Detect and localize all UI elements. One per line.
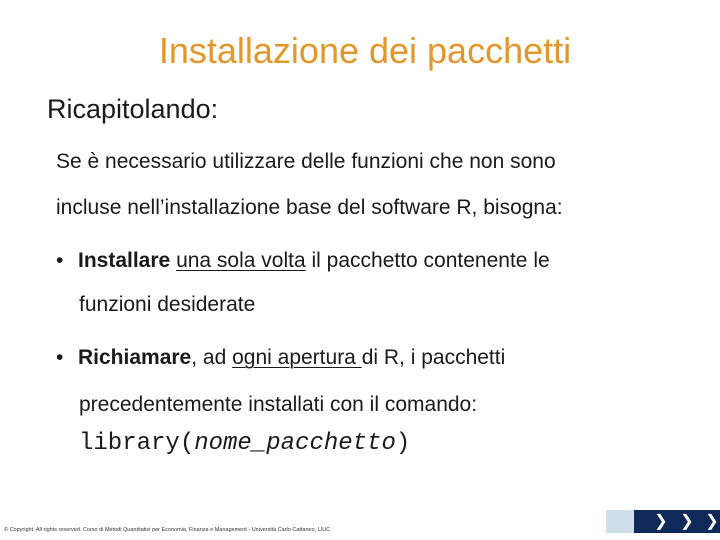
nav-home-block[interactable] — [606, 510, 634, 533]
bullet-text: il pacchetto contenente le — [305, 249, 550, 272]
code-close: ) — [395, 430, 411, 457]
intro-line-2: incluse nell’installazione base del software R, bisogna: — [56, 196, 563, 219]
code-command — [79, 430, 410, 457]
bullet-bold-text: Installare — [78, 249, 171, 272]
bullet-text-pre: , ad — [191, 346, 233, 369]
chevron-right-icon[interactable]: ❯ — [705, 513, 719, 530]
bullet-bold-text: Richiamare — [78, 346, 192, 369]
slide-subtitle: Ricapitolando: — [47, 94, 219, 124]
slide-title: Installazione dei pacchetti — [158, 30, 572, 71]
chevron-right-icon[interactable]: ❯ — [680, 513, 694, 530]
bullet-symbol: • — [56, 249, 64, 272]
code-argument: nome_pacchetto — [194, 430, 396, 457]
bullet-item-load — [56, 346, 505, 370]
chevron-right-icon[interactable]: ❯ — [654, 513, 668, 530]
copyright-footer: © Copyright. All rights reserved. Corso di Metodi Quantitativi per Economia, Finanza e Management - Università Carlo Cattaneo, LIUC — [4, 527, 331, 533]
bullet-symbol: • — [56, 346, 64, 369]
intro-line-1: Se è necessario utilizzare delle funzioni che non sono — [56, 150, 556, 173]
bullet-text: di R, i pacchetti — [361, 346, 506, 369]
bullet-underlined-text: ogni apertura — [232, 346, 362, 369]
bullet-item-install — [56, 249, 550, 273]
bullet-item-load-line2: precedentemente installati con il comando: — [79, 393, 478, 416]
code-function: library( — [79, 430, 195, 457]
slide-navigation-bar[interactable] — [606, 510, 720, 533]
bullet-item-install-line2: funzioni desiderate — [79, 293, 256, 316]
bullet-underlined-text: una sola volta — [176, 249, 306, 272]
